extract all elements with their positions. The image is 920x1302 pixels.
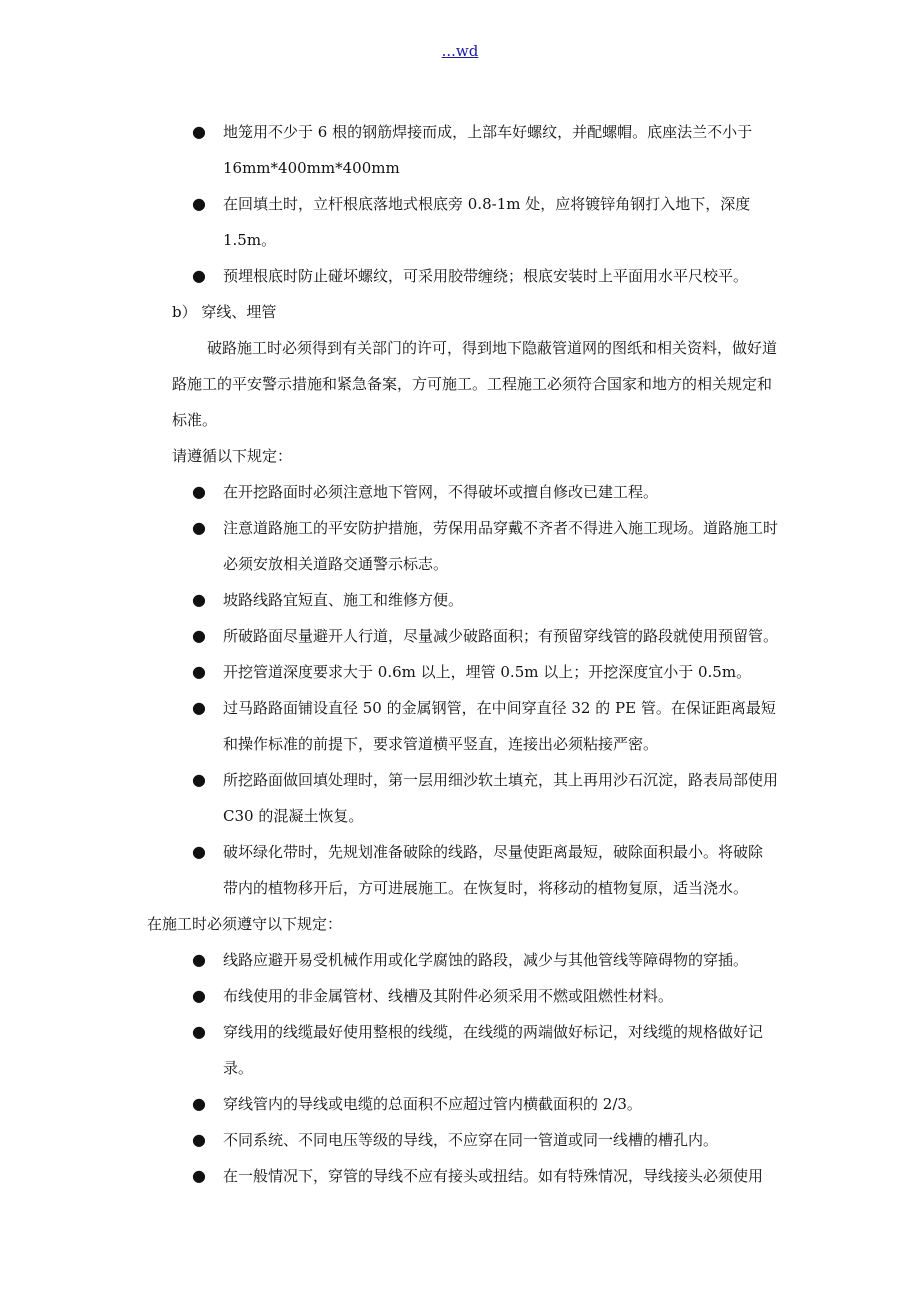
bullet-icon: ● [192, 122, 206, 141]
bullet-icon: ● [192, 698, 206, 717]
construction-intro: 在施工时必须遵守以下规定： [147, 915, 343, 933]
bullet-icon: ● [192, 770, 206, 789]
bullet-icon: ● [192, 626, 206, 645]
list-item: ● 坡路线路宜短直、施工和维修方便。 [0, 582, 783, 618]
list-item: ● 注意道路施工的平安防护措施，劳保用品穿戴不齐者不得进入施工现场。道路施工时必须安放相关道路交通警示标志。 [0, 510, 783, 582]
list-item: ● 预埋根底时防止碰坏螺纹，可采用胶带缠绕；根底安装时上平面用水平尺校平。 [0, 258, 783, 294]
bullet-icon: ● [192, 1094, 206, 1113]
bullet-icon: ● [192, 1022, 206, 1041]
bullet-icon: ● [192, 482, 206, 501]
bullet-icon: ● [192, 842, 206, 861]
bullet-icon: ● [192, 518, 206, 537]
list-item: ● 所挖路面做回填处理时，第一层用细沙软土填充，其上再用沙石沉淀，路表局部使用 C30 的混凝土恢复。 [0, 762, 783, 834]
bullet-icon: ● [192, 194, 206, 213]
bullet-icon: ● [192, 1166, 206, 1185]
list-item-continuation: 带内的植物移开后，方可进展施工。在恢复时，将移动的植物复原，适当浇水。 [223, 879, 749, 897]
document-body [0, 114, 920, 1194]
list-item: ● 在开挖路面时必须注意地下管网，不得破坏或擅自修改已建工程。 [0, 474, 783, 510]
list-item: ● 破坏绿化带时，先规划准备破除的线路，尽量使距离最短，破除面积最小。将破除 [0, 834, 783, 870]
list-item: ● 线路应避开易受机械作用或化学腐蚀的路段，减少与其他管线等障碍物的穿插。 [0, 942, 783, 978]
bullet-icon: ● [192, 662, 206, 681]
bullet-icon: ● [192, 590, 206, 609]
page-header [0, 42, 920, 60]
list-item: ● 在回填土时，立杆根底落地式根底旁 0.8-1m 处，应将镀锌角钢打入地下，深度 1.5m。 [0, 186, 783, 258]
rules-intro: 请遵循以下规定： [172, 447, 293, 465]
list-item: ● 所破路面尽量避开人行道，尽量减少破路面积；有预留穿线管的路段就使用预留管。 [0, 618, 783, 654]
list-item: ● 穿线用的线缆最好使用整根的线缆，在线缆的两端做好标记，对线缆的规格做好记录。 [0, 1014, 783, 1086]
list-item: ● 地笼用不少于 6 根的钢筋焊接而成，上部车好螺纹，并配螺帽。底座法兰不小于 16mm*400mm*400mm [0, 114, 783, 186]
list-item: ● 过马路路面铺设直径 50 的金属钢管，在中间穿直径 32 的 PE 管。在保证距离最短和操作标准的前提下，要求管道横平竖直，连接出必须粘接严密。 [0, 690, 783, 762]
header-link[interactable]: ...wd [441, 42, 479, 60]
list-item: ● 穿线管内的导线或电缆的总面积不应超过管内横截面积的 2/3。 [0, 1086, 783, 1122]
list-item: ● 不同系统、不同电压等级的导线，不应穿在同一管道或同一线槽的槽孔内。 [0, 1122, 783, 1158]
paragraph: 破路施工时必须得到有关部门的许可，得到地下隐蔽管道网的图纸和相关资料，做好道路施工的平安警示措施和紧急备案，方可施工。工程施工必须符合国家和地方的相关规定和标准。 [172, 339, 778, 429]
list-item: ● 开挖管道深度要求大于 0.6m 以上，埋管 0.5m 以上；开挖深度宜小于 0.5m。 [0, 654, 783, 690]
bullet-icon: ● [192, 266, 206, 285]
list-item: ● 在一般情况下，穿管的导线不应有接头或扭结。如有特殊情况，导线接头必须使用 [0, 1158, 783, 1194]
bullet-icon: ● [192, 986, 206, 1005]
bullet-icon: ● [192, 950, 206, 969]
list-item: ● 布线使用的非金属管材、线槽及其附件必须采用不燃或阻燃性材料。 [0, 978, 783, 1014]
bullet-icon: ● [192, 1130, 206, 1149]
subheading: b） 穿线、埋管 [172, 303, 277, 321]
